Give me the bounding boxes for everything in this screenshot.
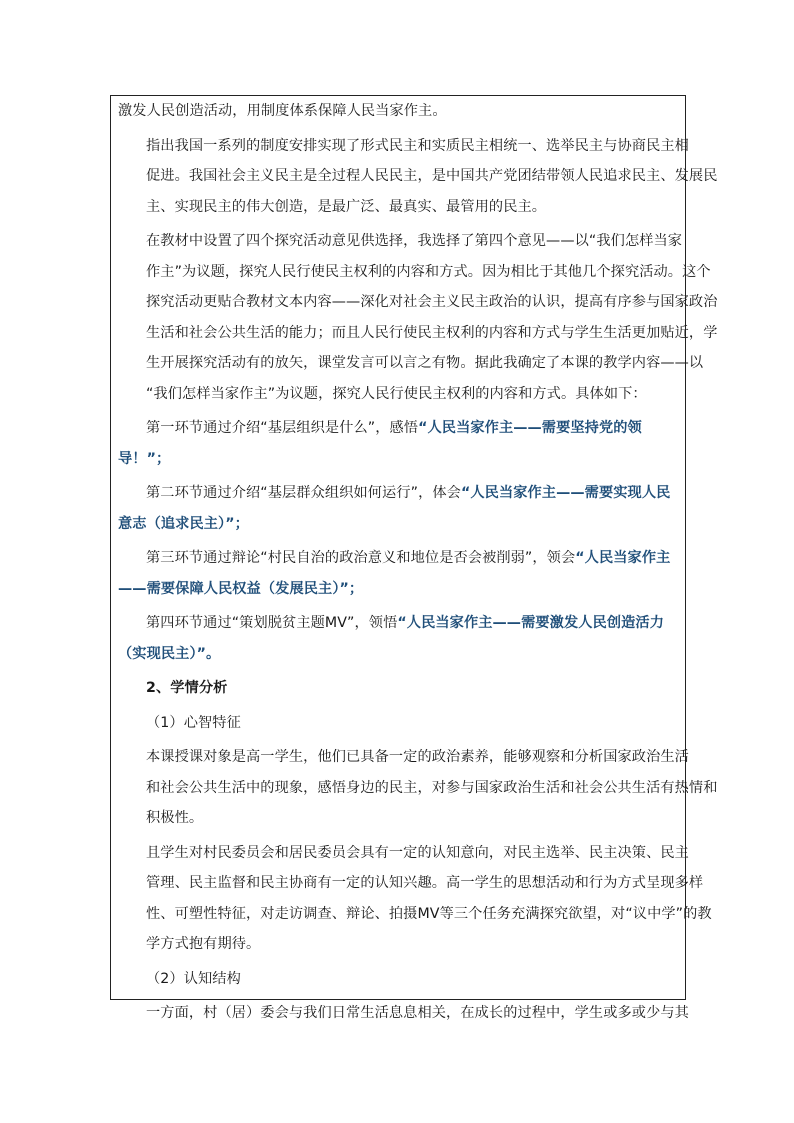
text-line: 生开展探究活动有的放矢，课堂发言可以言之有物。据此我确定了本课的教学内容——以 — [146, 355, 704, 371]
step-text: 第四环节通过“策划脱贫主题MV”，领悟 — [146, 615, 398, 631]
step-highlight: ——需要保障人民权益（发展民主）”； — [118, 580, 364, 597]
step-text: 第二环节通过介绍“基层群众组织如何运行”，体会 — [146, 485, 461, 501]
section-step-3 — [118, 543, 682, 604]
step-highlight: “人民当家作主 — [575, 550, 671, 566]
text-line: 积极性。 — [146, 810, 204, 826]
text-line — [118, 608, 682, 639]
step-text: 第三环节通过辩论“村民自治的政治意义和地位是否会被削弱”，领会 — [146, 550, 576, 566]
text-line: 且学生对村民委员会和居民委员会具有一定的认知意向，对民主选举、民主决策、民主 — [146, 844, 689, 861]
section-step-2 — [118, 478, 682, 539]
section-step-4 — [118, 608, 682, 669]
paragraph — [118, 742, 718, 834]
paragraph — [118, 131, 718, 223]
text-line: 作主”为议题，探究人民行使民主权利的内容和方式。因为相比于其他几个探究活动。这个 — [146, 263, 711, 280]
text-line — [118, 478, 682, 509]
subsection-heading: （1）心智特征 — [146, 714, 241, 731]
step-highlight: “人民当家作主——需要实现人民 — [460, 485, 671, 501]
step-highlight: “人民当家作主——需要激发人民创造活力 — [397, 615, 664, 631]
step-text: 第一环节通过介绍“基层组织是什么”，感悟 — [146, 420, 419, 436]
document-body — [118, 96, 718, 1029]
step-highlight: （实现民主）”。 — [118, 645, 221, 662]
text-line — [118, 413, 682, 444]
step-highlight: “人民当家作主——需要坚持党的领 — [418, 420, 642, 436]
paragraph — [118, 226, 718, 409]
text-line — [118, 543, 682, 574]
text-line: 探究活动更贴合教材文本内容——深化对社会主义民主政治的认识，提高有序参与国家政治 — [146, 294, 718, 310]
text-line: 促进。我国社会主义民主是全过程人民民主，是中国共产党团结带领人民追求民主、发展民 — [146, 168, 718, 184]
text-line: 本课授课对象是高一学生，他们已具备一定的政治素养，能够观察和分析国家政治生活 — [146, 749, 689, 765]
subsection-heading: （2）认知结构 — [146, 970, 241, 987]
text-line: 主、实现民主的伟大创造，是最广泛、最真实、最管用的民主。 — [146, 198, 547, 215]
section-step-1 — [118, 413, 682, 474]
text-line: 一方面，村（居）委会与我们日常生活息息相关，在成长的过程中，学生或多或少与其 — [146, 1005, 689, 1021]
text-line: 和社会公共生活中的现象，感悟身边的民主，对参与国家政治生活和社会公共生活有热情和 — [146, 779, 718, 796]
step-highlight: 导！”； — [118, 450, 171, 467]
step-highlight: 意志（追求民主）”； — [118, 515, 249, 532]
text-line: 生活和社会公共生活的能力；而且人民行使民主权利的内容和方式与学生生活更加贴近，学 — [146, 324, 718, 341]
text-line: “我们怎样当家作主”为议题，探究人民行使民主权利的内容和方式。具体如下： — [146, 385, 647, 402]
text-line: 学方式抱有期待。 — [146, 936, 261, 952]
text-line: 激发人民创造活动，用制度体系保障人民当家作主。 — [118, 103, 447, 119]
paragraph — [118, 96, 682, 127]
paragraph — [118, 998, 689, 1029]
text-line: 指出我国一系列的制度安排实现了形式民主和实质民主相统一、选举民主与协商民主相 — [146, 137, 689, 154]
text-line: 在教材中设置了四个探究活动意见供选择，我选择了第四个意见——以“我们怎样当家 — [146, 233, 683, 249]
section-heading: 2、学情分析 — [146, 680, 228, 696]
text-line: 性、可塑性特征，对走访调查、辩论、拍摄MV等三个任务充满探究欲望，对“议中学”的教 — [146, 905, 712, 922]
text-line: 管理、民主监督和民主协商有一定的认知兴趣。高一学生的思想活动和行为方式呈现多样 — [146, 875, 704, 891]
paragraph — [118, 838, 712, 960]
